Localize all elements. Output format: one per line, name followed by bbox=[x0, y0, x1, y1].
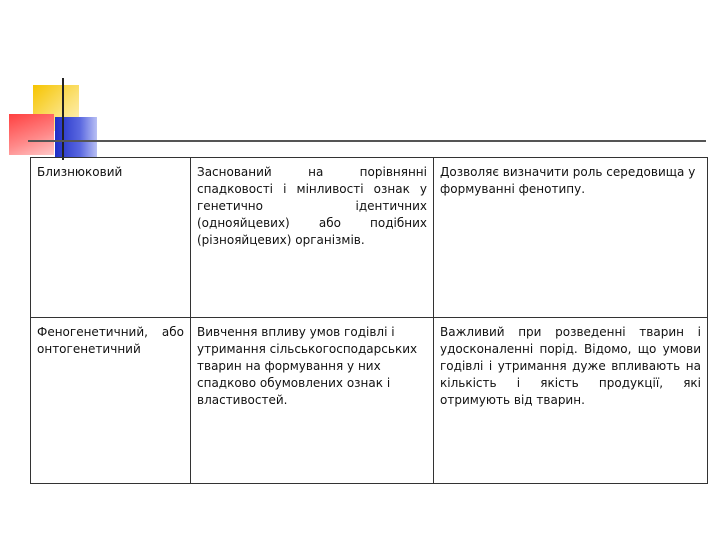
logo-vertical-line bbox=[62, 78, 64, 160]
method-significance-cell: Важливий при розведенні тварин і удосконаленні порід. Відомо, що умови годівлі і утримання дуже впливають на кількість і якість продукції, які отримують від тварин. bbox=[434, 318, 708, 484]
table-row bbox=[31, 318, 708, 484]
methods-table bbox=[30, 157, 708, 484]
table-row bbox=[31, 158, 708, 318]
method-description-cell: Вивчення впливу умов годівлі і утримання сільськогосподарських тварин на формування у них спадково обумовлених ознак і властивостей. bbox=[191, 318, 434, 484]
logo-red-square bbox=[9, 114, 54, 155]
method-significance-cell: Дозволяє визначити роль середовища у формуванні фенотипу. bbox=[434, 158, 708, 318]
title-divider-line bbox=[28, 140, 706, 142]
method-name-cell: Близнюковий bbox=[31, 158, 191, 318]
method-name-cell: Феногенетичний, або онтогенетичний bbox=[31, 318, 191, 484]
method-description-cell: Заснований на порівнянні спадковості і мінливості ознак у генетично ідентичних (однояйцевих) або подібних (різнояйцевих) організмів. bbox=[191, 158, 434, 318]
